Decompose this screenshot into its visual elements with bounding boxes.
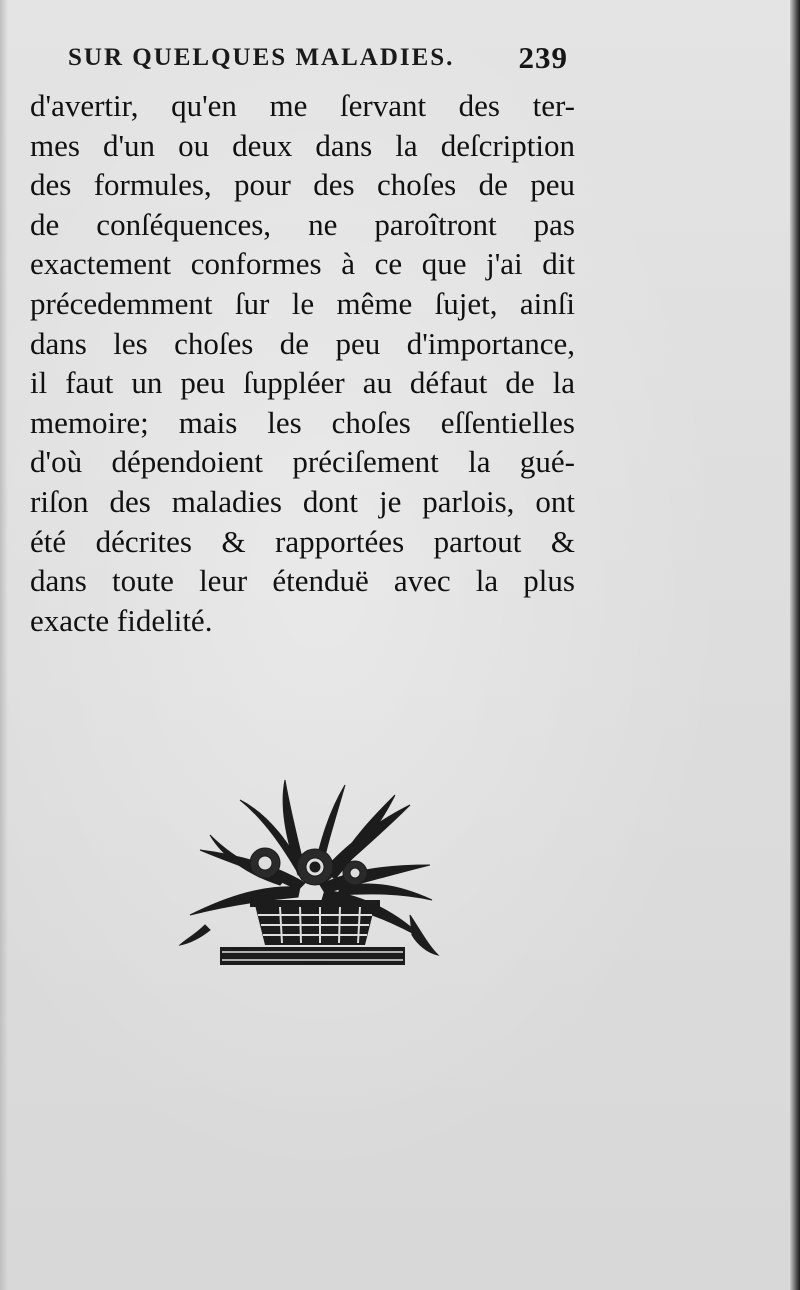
text-line: exacte fidelité.: [30, 602, 213, 638]
text-line: d'avertir, qu'en me ſervant des ter-: [30, 88, 575, 123]
page-number: 239: [518, 40, 568, 75]
text-line: de conſéquences, ne paroîtront pas: [30, 206, 575, 242]
text-line: riſon des maladies dont je parlois, ont: [30, 483, 575, 519]
text-line: il faut un peu ſuppléer au défaut de la: [30, 365, 575, 401]
flower-basket-icon: [170, 775, 450, 975]
text-line: des formules, pour des choſes de peu: [30, 167, 575, 203]
page-header: [68, 40, 568, 84]
text-line: d'où dépendoient préciſement la gué-: [30, 444, 575, 480]
running-head: SUR QUELQUES MALADIES.: [68, 44, 455, 71]
body-text: [30, 86, 575, 640]
text-line: été décrites & rapportées partout &: [30, 523, 575, 559]
text-line: memoire; mais les choſes eſſentielles: [30, 404, 575, 440]
text-line: précedemment ſur le même ſujet, ainſi: [30, 285, 575, 321]
text-line: dans les choſes de peu d'importance,: [30, 325, 575, 361]
text-line: exactement conformes à ce que j'ai dit: [30, 246, 575, 282]
text-line: mes d'un ou deux dans la deſcription: [30, 127, 575, 163]
page-edge-shadow: [790, 0, 800, 1290]
page-gutter-shadow: [0, 0, 8, 1290]
text-line: dans toute leur étenduë avec la plus: [30, 563, 575, 599]
